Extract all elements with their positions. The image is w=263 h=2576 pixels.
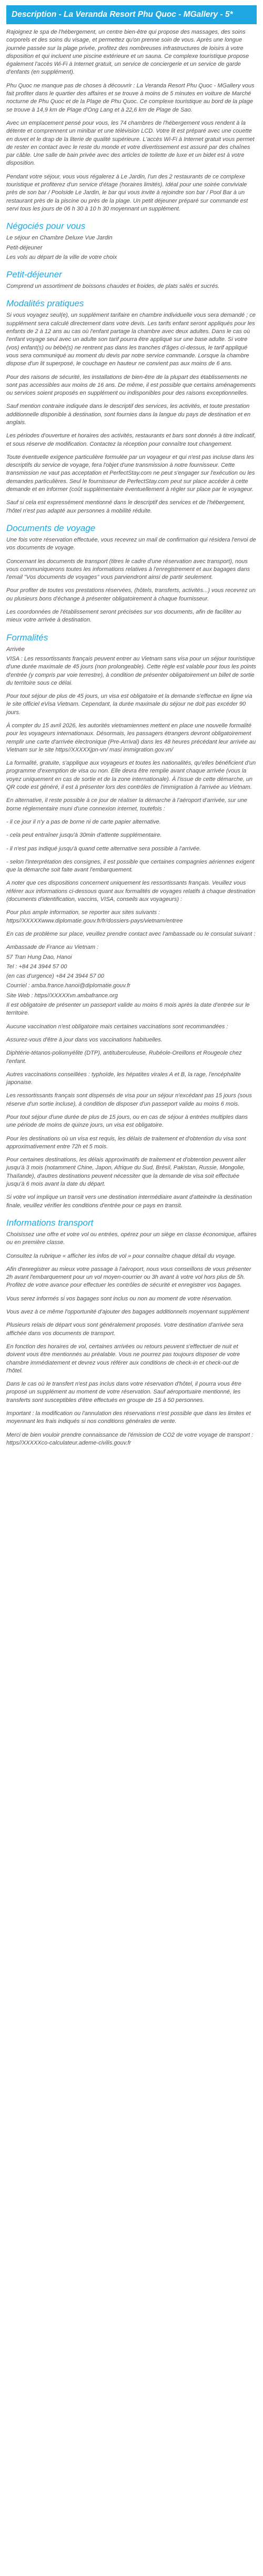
section-paragraph: Dans le cas où le transfert n'est pas inclus dans votre réservation d'hôtel, il pourra vous être proposé un supplément au moment de votre réservation. Sauf aéroportuaire mentionné, les transferts sont susceptibles d'être effectués en groupe de 15 à 50 personnes. (6, 1381, 241, 1404)
section-paragraph: En fonction des horaires de vol, certaines arrivées ou retours peuvent s'effectuer de nuit et doivent vous être mentionnés au préalable. Vous ne pourrez pas toujours disposer de votre chambre immédiatement et devrez vous référer aux conditions de check-in et check-out de l'hôtel. (6, 1343, 240, 1374)
section-paragraph: Une fois votre réservation effectuée, vous recevrez un mail de confirmation qui résidera l'envoi de vos documents de voyage. (6, 536, 256, 552)
section-paragraph: Pour plus ample information, se reporter aux sites suivants : https//XXXXXwww.diplomatie.gouv.fr/fr/dossiers-pays/vietnam/entree (6, 909, 183, 924)
section-paragraph: VISA : Les ressortissants français peuvent entrer au Vietnam sans visa pour un séjour touristique d'une durée maximale de 45 jours (non prolongeable). Cette règle est valable pour tous les points d'entrée (y compris par voie terrestre), à condition de présenter obligatoirement un billet de sortie du territoire sous ce délai. (6, 655, 256, 686)
section-paragraph: Petit-déjeuner (6, 244, 43, 251)
section-paragraph: - il ce jour il n'y a pas de borne ni de carte papier alternative. (6, 818, 161, 825)
section-paragraph: Arrivée (6, 646, 25, 653)
section-paragraph: Les ressortissants français sont dispensés de visa pour un séjour n'excédant pas 15 jours (sous réserve d'un sortie incluse), à condition de disposer d'un passeport valide au moins 6 mois. (6, 1092, 252, 1107)
section-paragraph: Le séjour en Chambre Deluxe Vue Jardin (6, 235, 113, 242)
section-paragraph: Vous avez à ce même l'opportunité d'ajouter des bagages additionnels moyennant supplément (6, 1309, 249, 1316)
section-paragraph: Il est obligatoire de présenter un passeport valide au moins 6 mois après la date d'entrée sur le territoire. (6, 1002, 250, 1017)
section-paragraph: (en cas d'urgence) +84 24 3944 57 00 (6, 973, 104, 980)
description-content (0, 24, 263, 1447)
section-paragraph: Comprend un assortiment de boissons chaudes et froides, de plats salés et sucrés. (6, 283, 220, 290)
section-paragraph: En cas de problème sur place, veuillez prendre contact avec l'ambassade ou le consulat suivant : (6, 930, 256, 937)
section-paragraph: Consultez la rubrique « afficher les infos de vol » pour connaître chaque détail du voyage. (6, 1252, 236, 1259)
section-paragraph: Merci de bien vouloir prendre connaissance de l'émission de CO2 de votre voyage de transport : https//XXXXXco-calculateur.ademe-civilis.gouv.fr (6, 1431, 254, 1446)
section-paragraph: Pour certaines destinations, les délais approximatifs de traitement et d'obtention peuvent aller jusqu'à 3 mois (notamment Chine, Japon, Afrique du Sud, Brésil, Pakistan, Russie, Mongolie, Thaïlande), d'autres destinations peuvent nécessiter que la demande de visa soit effectuée jusqu'à 6 mois avant la date du départ. (6, 1157, 246, 1188)
section-paragraph: En alternative, il reste possible à ce jour de réaliser la démarche à l'aéroport d'arrivée, sur une borne réglementaire muni d'une connexion internet, toutefois : (6, 797, 247, 812)
section-paragraph: Important : la modification ou l'annulation des réservations n'est possible que dans les limites et moyennant les frais indiqués si nos conditions générales de vente. (6, 1410, 251, 1425)
section-paragraph: - cela peut entraîner jusqu'à 30min d'attente supplémentaire. (6, 832, 162, 839)
section-heading: Petit-déjeuner (6, 269, 62, 280)
section-paragraph: Assurez-vous d'être à jour dans vos vaccinations habituelles. (6, 1036, 163, 1043)
section-paragraph: Avec un emplacement pensé pour vous, les 74 chambres de l'hébergement vous rendent à la détente et comprennent un minibar et une télévision LCD. Votre lit est préparé avec une couette en duvet et le drap de la literie de qualité supérieure. L'accès Wi-Fi à Internet gratuit vous permet de rester en contact avec le reste du monde et votre divertissement est assuré par des chaînes par câble. Une salle de bain privée avec des articles de toilette de luxe et un bidet est à votre disposition. (6, 119, 255, 167)
section-paragraph: Les coordonnées de l'établissement seront précisées sur vos documents, afin de faciliter au mieux votre arrivée à destination. (6, 609, 241, 624)
section-paragraph: Courriel : amba.france.hanoi@diplomatie.gouv.fr (6, 983, 130, 989)
section-heading: Documents de voyage (6, 523, 96, 533)
section-paragraph: Toute éventuelle exigence particulière formulée par un voyageur et qui n'est pas incluse dans les descriptifs du service de voyage, fera l'objet d'une transmission à notre fournisseur. Cette transmission ne vaut pas acceptation et PerfectStay.com ne peut s'engager sur l'exécution ou les demandes particulières. Seul le fournisseur de PerfectStay.com peut sur place accéder à cette demande et en informer (coût supplémentaire éventuellement à régler sur place par le voyageur. (6, 454, 255, 493)
section-paragraph: Afin d'enregistrer au mieux votre passage à l'aéroport, nous vous conseillons de vous présenter 2h avant l'embarquement pour un vol moyen-courrier ou 3h avant à votre vol hors plus de 5h. Profitez de votre avance pour effectuer les contrôles de sécurité et enregistrer vos bagages. (6, 1266, 251, 1289)
section-paragraph: Sauf mention contraire indiquée dans le descriptif des services, les activités, et toute prestation additionnelle disponible à destination, sont fournies dans la langue du pays de destination et en anglais. (6, 403, 251, 426)
section-heading: Formalités (6, 632, 48, 643)
section-paragraph: Ambassade de France au Vietnam : (6, 944, 99, 951)
section-paragraph: À compter du 15 avril 2026, les autorités vietnamiennes mettent en place une nouvelle formalité pour les voyageurs internationaux. Désormais, les passagers étrangers devront obligatoirement remplir une carte d'arrivée électronique (Pre-Arrival) dans les 48 heures précédant leur arrivée au Vietnam sur le site https//XXXXXjpn-vn/ masi immigration.gov.vn/ (6, 723, 256, 753)
section-paragraph: Vous serez informés si vos bagages sont inclus ou non au moment de votre réservation. (6, 1295, 232, 1302)
section-paragraph: Pour tout séjour de plus de 45 jours, un visa est obligatoire et la demande s'effectue en ligne via le site officiel eVisa Vietnam. Cependant, la durée maximale du séjour ne doit pas excéder 90 jours. (6, 693, 252, 716)
section-paragraph: Site Web : https//XXXXXvn.ambafrance.org (6, 992, 118, 999)
section-paragraph: Concernant les documents de transport (titres le cadre d'une réservation avec transport), nous vous communiquerons toutes les informations relatives à l'enregistrement et aux bagages dans l'email "Vos documents de voyages" vous parviendront ainsi de partir seulement. (6, 558, 250, 581)
section-heading: Modalités pratiques (6, 298, 84, 309)
section-paragraph: Plusieurs relais de départ vous sont généralement proposés. Votre destination d'arrivée sera affichée dans vos documents de transport. (6, 1322, 244, 1337)
section-paragraph: Sauf si cela est expressément mentionné dans le descriptif des services et de l'hébergement, l'hôtel n'est pas adapté aux personnes à mobilité réduite. (6, 499, 245, 514)
section-paragraph: Si votre vol implique un transit vers une destination intermédiaire avant d'atteindre la destination finale, veuillez vérifier les conditions d'entrée pour ce pays en transit. (6, 1194, 252, 1209)
section-paragraph: Phu Quoc ne manque pas de choses à découvrir : La Veranda Resort Phu Quoc - MGallery vous fait profiter dans le quartier des affaires et se trouve à moins de 5 minutes en voiture de Marché nocturne de Phu Quoc et de la Plage de Phu Quoc. Ce complexe touristique au bord de la plage se trouve à 14,9 km de Plage d'Ong Lang et à 22,6 km de Plage de Sao. (6, 82, 255, 113)
section-paragraph: Autres vaccinations conseillées : typhoïde, les hépatites virales A et B, la rage, l'encéphalite japonaise. (6, 1071, 241, 1086)
section-paragraph: La formalité, gratuite, s'applique aux voyageurs et toutes les nationalités, qu'elles bénéficient d'un programme d'exemption de visa ou non. Elle devra être remplie avant chaque arrivée (vous la voyez uniquement en cas de sortie et de la zone internationale). À l'issue de cette démarche, un QR code est généré, il est à présenter lors des contrôles de l'immigration à l'arrivée au Vietnam. (6, 760, 256, 791)
section-paragraph: Les vols au départ de la ville de votre choix (6, 254, 117, 260)
section-paragraph: Pour tout séjour d'une durée de plus de 15 jours, ou en cas de séjour à entrées multiples dans une période de moins de quinze jours, un visa est obligatoire. (6, 1114, 248, 1129)
section-paragraph: Diphtérie-tétanos-poliomyélite (DTP), antituberculeuse, Rubéole-Oreillons et Rougeole chez l'enfant. (6, 1050, 242, 1065)
section-paragraph: 57 Tran Hung Dao, Hanoi (6, 954, 72, 960)
section-paragraph: Aucune vaccination n'est obligatoire mais certaines vaccinations sont recommandées : (6, 1023, 228, 1030)
section-paragraph: Pour profiter de toutes vos prestations réservées, (hôtels, transferts, activités...) vous recevrez un ou plusieurs bons d'échange à présenter obligatoirement à chaque fournisseur. (6, 587, 256, 602)
page-title: Description - La Veranda Resort Phu Quoc - MGallery - 5* (6, 5, 257, 24)
section-paragraph: Pour des raisons de sécurité, les installations de bien-être de la plupart des établissements ne sont pas accessibles aux moins de 16 ans. De même, il est possible que certains aménagements ou services soient proposés en supplément ou indisponibles pour des raisons exceptionnelles. (6, 374, 256, 397)
section-paragraph: A noter que ces dispositions concernent uniquement les ressortissants français. Veuillez vous référer aux informations ci-dessous quant aux formalités de voyages relatifs à chaque destination (documents d'identification, vaccins, VISA, conseils aux voyageurs) : (6, 880, 256, 903)
section-paragraph: Tel : +84 24 3944 57 00 (6, 963, 67, 970)
section-paragraph: - il n'est pas indiqué jusqu'à quand cette alternative sera possible à l'arrivée. (6, 845, 201, 852)
section-paragraph: Pendant votre séjour, vous vous régalerez à Le Jardin, l'un des 2 restaurants de ce complexe touristique et profiterez d'un service d'étage (horaires limités). Idéal pour une soirée conviviale près de son bar / Poolside Le Jardin, le bar qui vous invite à rejoindre son bar / Pool Bar à un restaurant près de la piscine ou près de la plage. Un petit déjeuner préparé sur commande est servi tous les jours de 06 h 30 à 10 h 30 moyennant un supplément. (6, 173, 248, 212)
section-paragraph: Pour les destinations où un visa est requis, les délais de traitement et d'obtention du visa sont approximativement entre 72h et 5 mois. (6, 1135, 246, 1150)
section-paragraph: Les périodes d'ouverture et horaires des activités, restaurants et bars sont donnés à titre indicatif, et sous réserve de modification. Contactez la réception pour connaître tout changement. (6, 433, 256, 447)
section-heading: Informations transport (6, 1217, 94, 1228)
section-paragraph: Choisissez une offre et votre vol ou entrées, opérez pour un siège en classe économique, affaires ou en première classe. (6, 1231, 257, 1246)
section-paragraph: - selon l'interprétation des consignes, il est possible que certaines compagnies aériennes exigent que la démarche soit faite avant l'embarquement. (6, 858, 255, 874)
section-paragraph: Si vous voyagez seul(e), un supplément tarifaire en chambre individuelle vous sera demandé ; ce supplément sera calculé directement dans votre devis. Les tarifs enfant seront appliqués pour les enfants de 2 à 12 ans au cas où l'enfant partage la chambre avec deux adultes. Dans le cas où l'enfant voyage seul avec un adulte son tarif pourra être appliqué sur une base adulte. Si votre (vos) enfant(s) ou bébé(s) ne rentrent pas dans les tranches d'âges ci-dessus, le tarif appliqué vous sera communiqué au moment du devis par notre service commande. Lorsque la chambre dispose d'un lit superposé, le couchage en hauteur ne convient pas aux moins de 6 ans. (6, 312, 256, 367)
section-paragraph: Rajoignez le spa de l'hébergement, un centre bien-être qui propose des massages, des soins corporels et des soins du visage, et permettez qu'on prenne soin de vous. Après une longue journée passée sur la plage privée, profitez des nombreuses infrastructures de loisirs à votre disposition et qui incluent une piscine extérieure et un sauna. Ce complexe touristique propose également l'accès Wi-Fi à Internet gratuit, un service de conciergerie et un service de garde d'enfants (en supplément). (6, 29, 249, 76)
section-heading: Négociés pour vous (6, 221, 86, 232)
